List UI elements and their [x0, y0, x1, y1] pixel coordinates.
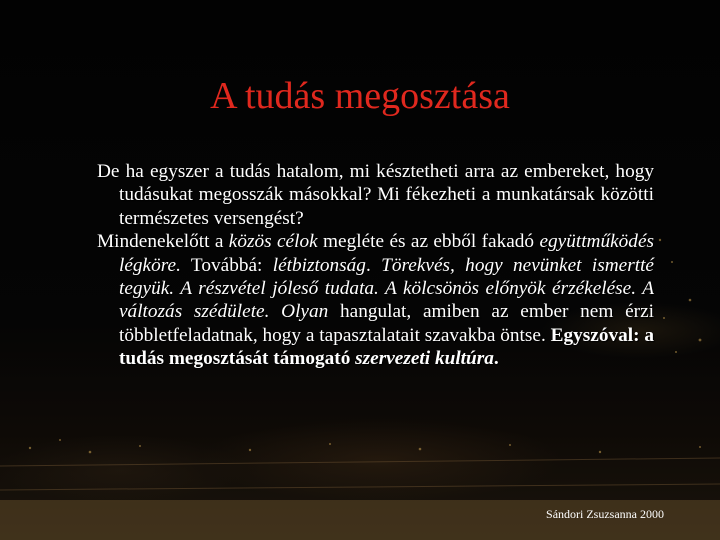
- emphasis-common-goals: közös célok: [228, 231, 318, 253]
- conclusion-emphasis: szervezeti kultúra: [355, 348, 494, 370]
- answer-mood: hangulat, amiben az ember nem érzi többletfeladatnak, hogy a tapasztalatait szavakba öntse.: [119, 301, 654, 346]
- answer-lead: Mindenekelőtt a: [97, 231, 229, 253]
- emphasis-security: létbiztonság: [272, 254, 366, 276]
- slide-title: A tudás megosztása: [210, 75, 510, 117]
- body-paragraph-answer: [97, 230, 654, 370]
- answer-furthermore: Továbbá:: [180, 254, 273, 276]
- conclusion-end: .: [493, 348, 499, 370]
- slide-body: [97, 160, 654, 371]
- conclusion-lead: Egyszóval: a tudás megosztását támogató: [119, 324, 654, 370]
- slide-footer-credit: Sándori Zsuzsanna 2000: [546, 507, 664, 521]
- emphasis-cooperation-climate: együttműködés légköre.: [119, 231, 655, 276]
- emphasis-motivations: Törekvés, hogy nevünket ismertté tegyük. A részvétel jóleső tudata. A kölcsönös előnyök érzékelése. A változás szédülete. Olyan: [119, 254, 654, 323]
- answer-connector: megléte és az ebből fakadó: [317, 231, 540, 253]
- answer-separator: .: [365, 254, 382, 276]
- body-paragraph-question: De ha egyszer a tudás hatalom, mi késztetheti arra az embereket, hogy tudásukat megosszák másokkal? Mi fékezheti a munkatársak közötti természetes versengést?: [97, 161, 654, 229]
